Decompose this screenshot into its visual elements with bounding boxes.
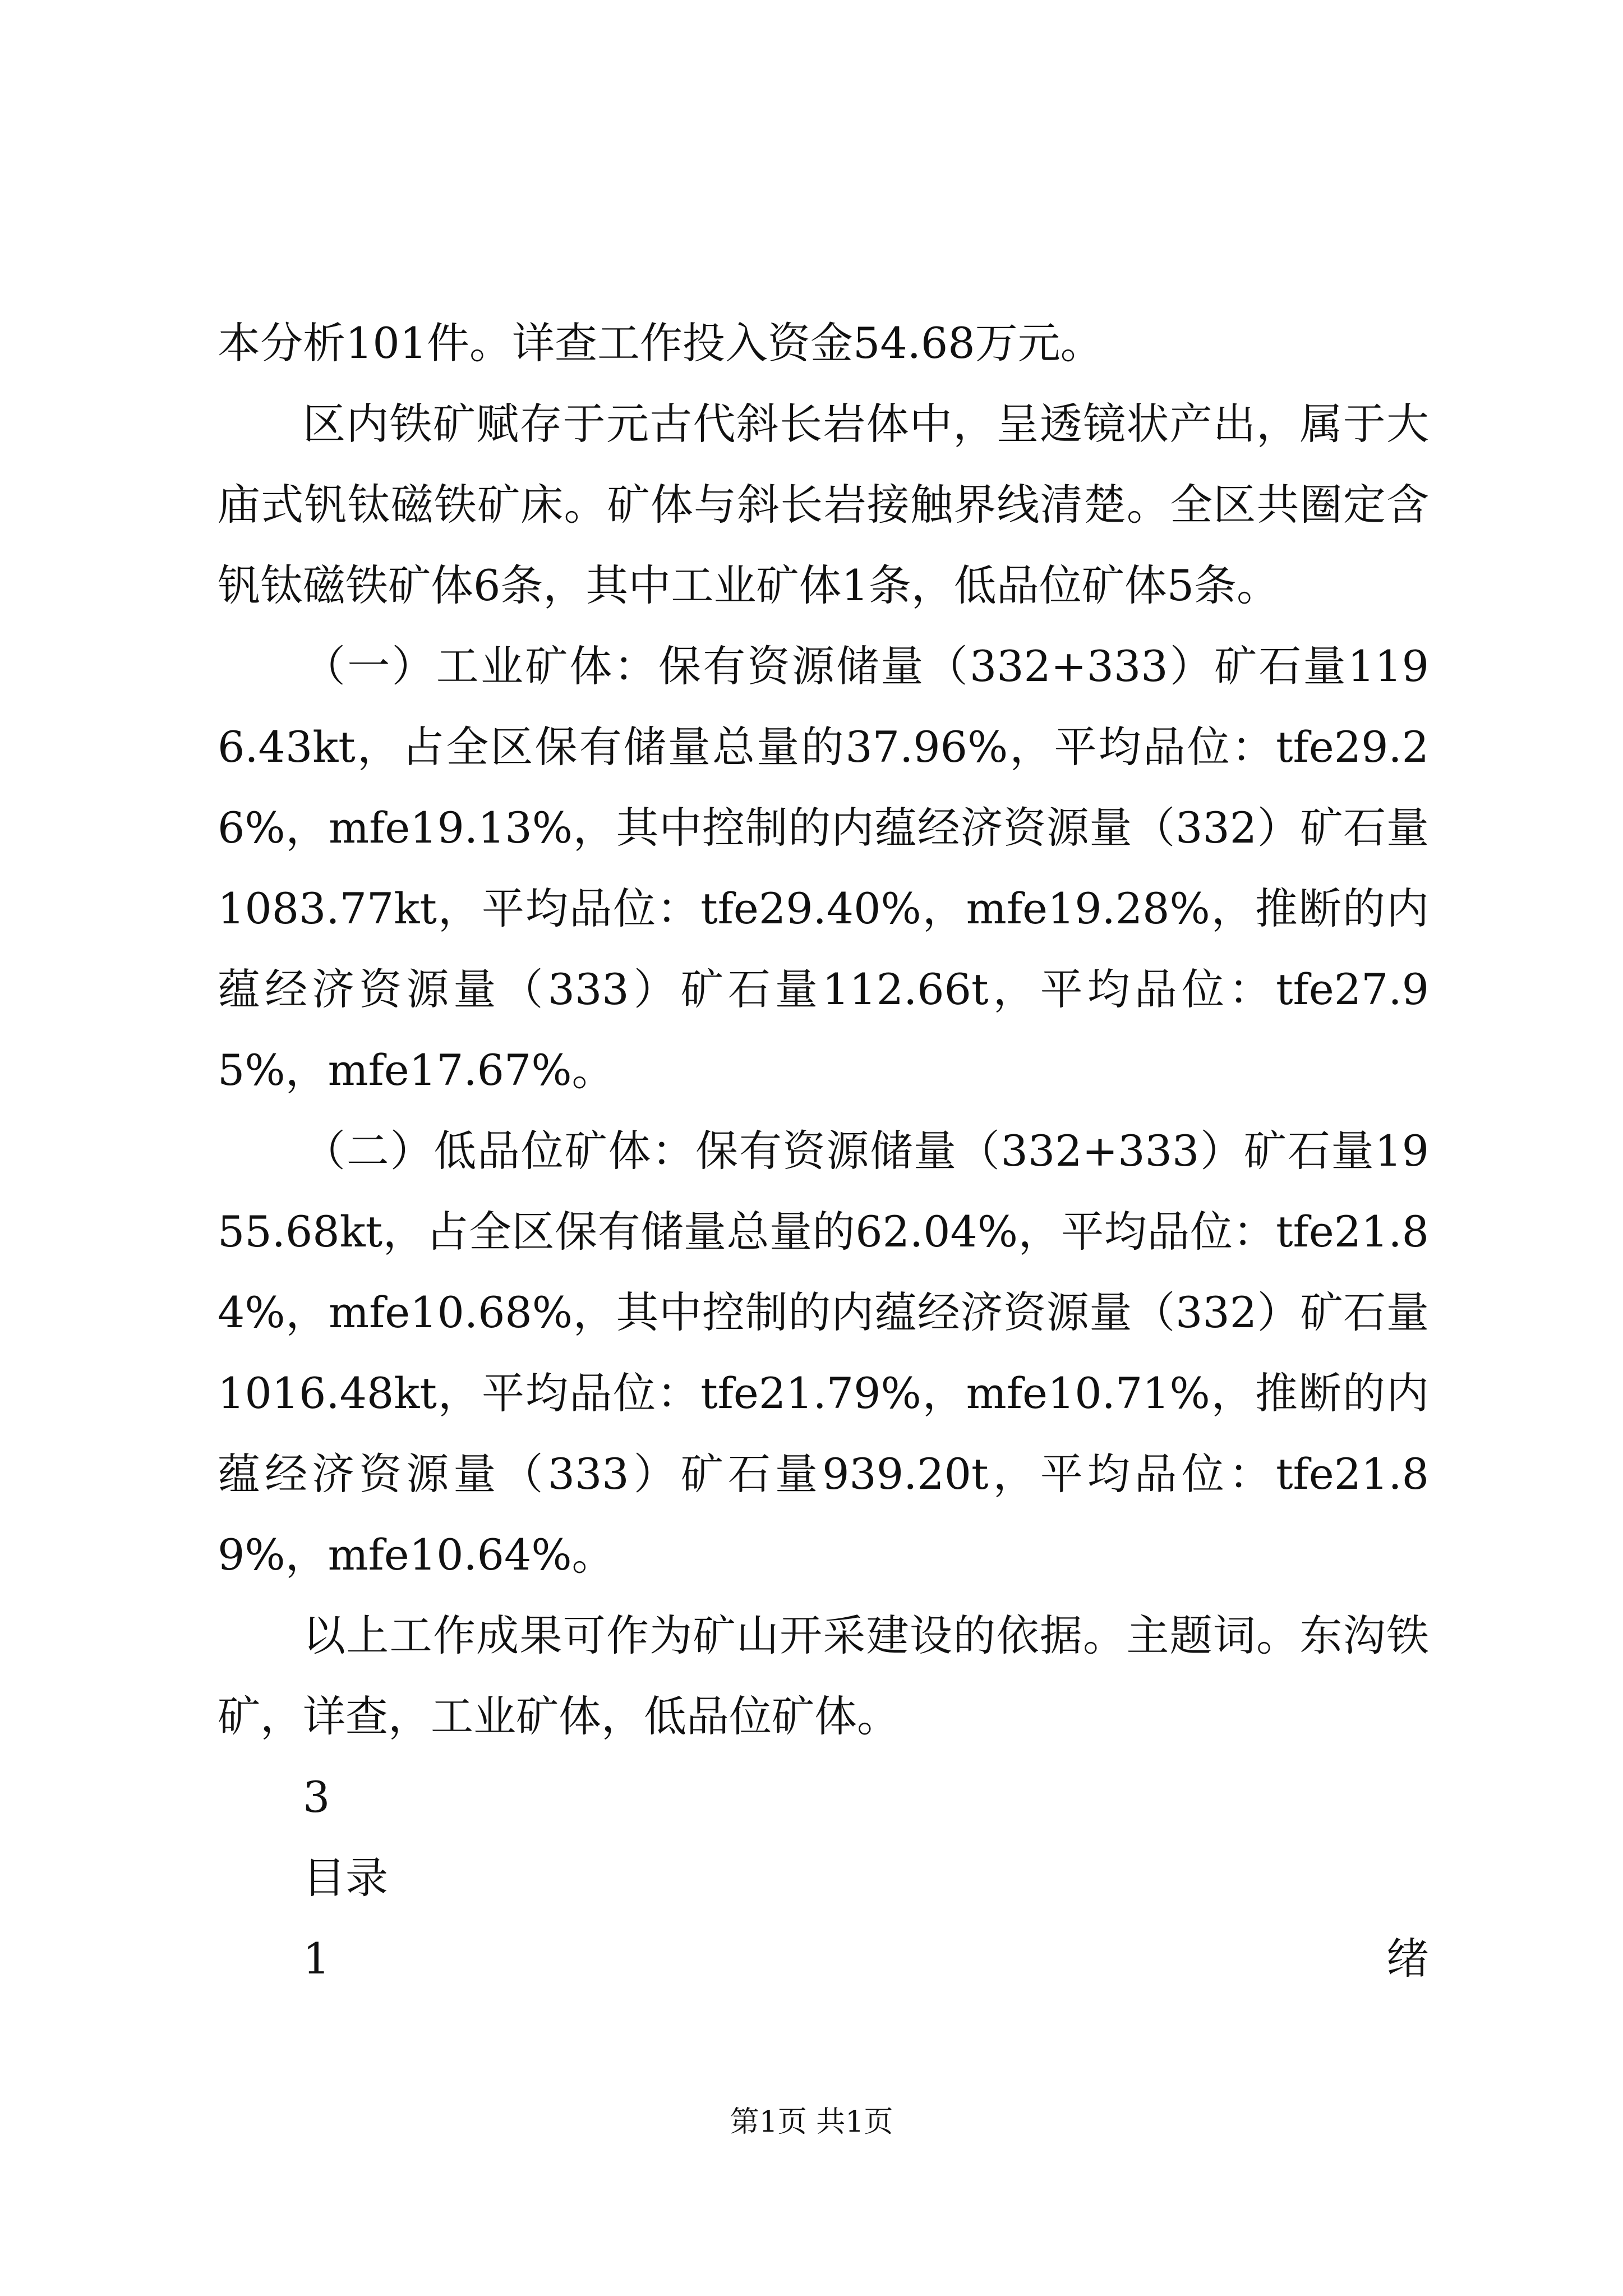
document-body [218,303,1429,1999]
inline-page-number: 3 [303,1772,330,1822]
toc-entry-number: 1 [303,1934,330,1984]
toc-entry [218,1918,1429,1999]
paragraph-ore-deposit: 区内铁矿赋存于元古代斜长岩体中，呈透镜状产出，属于大庙式钒钛磁铁矿床。矿体与斜长岩接触界线清楚。全区共圈定含钒钛磁铁矿体6条，其中工业矿体1条，低品位矿体5条。 [218,399,1429,610]
paragraph-conclusion-keywords: 以上工作成果可作为矿山开采建设的依据。主题词。东沟铁矿，详查，工业矿体，低品位矿体。 [218,1611,1429,1741]
paragraph-low-grade-orebody: （二）低品位矿体：保有资源储量（332+333）矿石量1955.68kt，占全区保有储量总量的62.04%，平均品位：tfe21.84%，mfe10.68%，其中控制的内蕴经济资源量（332）矿石量1016.48kt，平均品位：tfe21.79%，mfe10.71%，推断的内蕴经济资源量（333）矿石量939.20t，平均品位：tfe21.89%，mfe10.64%。 [218,1126,1429,1580]
paragraph-industrial-orebody: （一）工业矿体：保有资源储量（332+333）矿石量1196.43kt，占全区保有储量总量的37.96%，平均品位：tfe29.26%，mfe19.13%，其中控制的内蕴经济资源量（332）矿石量1083.77kt，平均品位：tfe29.40%，mfe19.28%，推断的内蕴经济资源量（333）矿石量112.66t，平均品位：tfe27.95%，mfe17.67%。 [218,641,1429,1095]
page-footer: 第1页 共1页 [730,2105,893,2139]
paragraph-continuation: 本分析101件。详查工作投入资金54.68万元。 [218,318,1103,368]
toc-entry-title: 绪 [1386,1934,1429,1984]
toc-heading: 目录 [303,1853,388,1903]
